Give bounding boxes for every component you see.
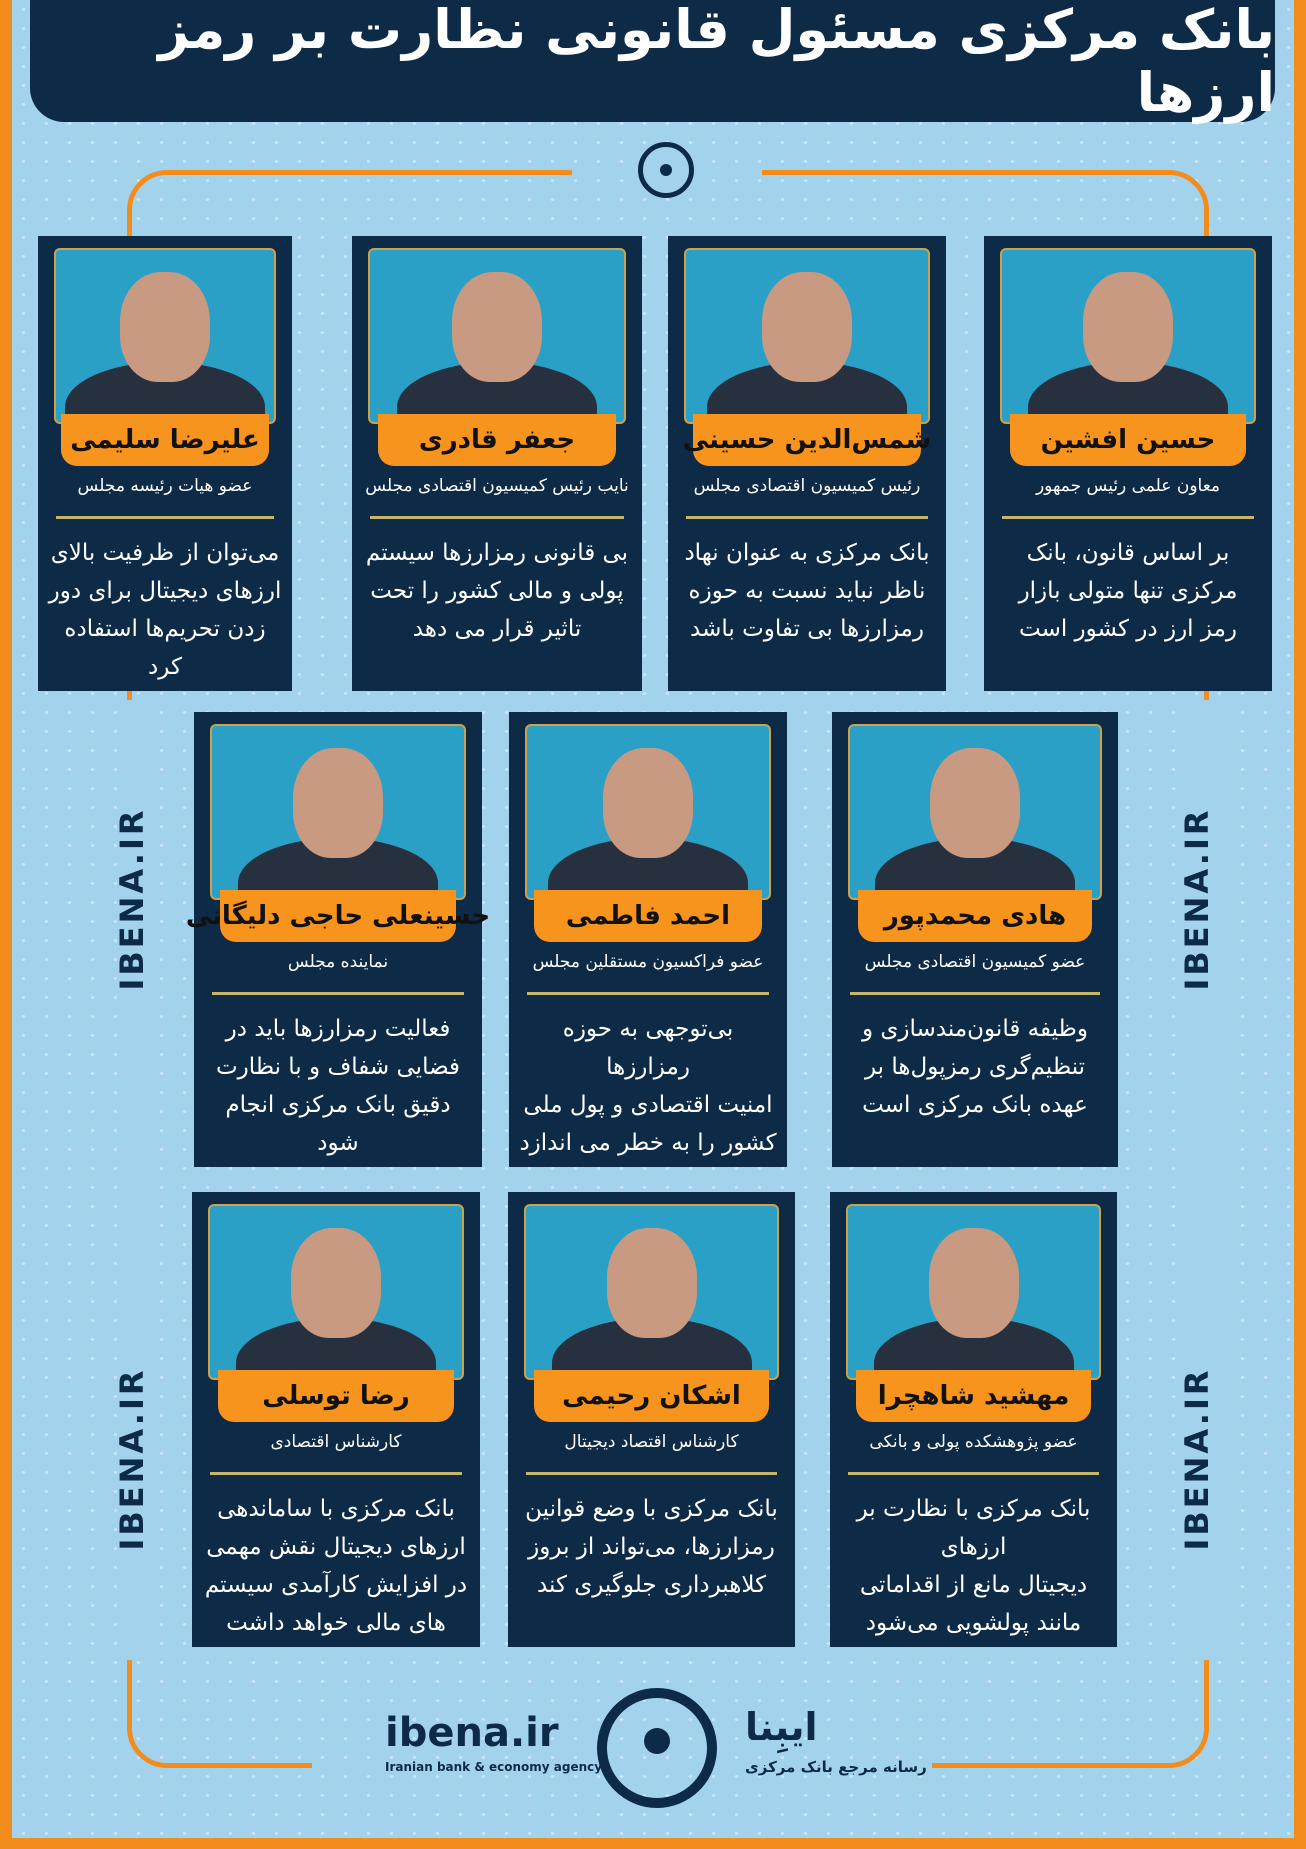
quote-line: دقیق بانک مرکزی انجام شود bbox=[225, 1092, 451, 1156]
person-card bbox=[38, 236, 292, 691]
divider bbox=[848, 1472, 1099, 1475]
divider bbox=[850, 992, 1100, 995]
divider bbox=[370, 516, 624, 519]
person-role: کارشناس اقتصاد دیجیتال bbox=[564, 1432, 739, 1452]
quote-line: های مالی خواهد داشت bbox=[226, 1610, 446, 1636]
quote-line: تنظیم‌گری رمزپول‌ها بر bbox=[864, 1054, 1086, 1080]
quote-line: مرکزی تنها متولی بازار bbox=[1018, 578, 1238, 604]
footer-site: ibena.ir bbox=[385, 1710, 559, 1756]
quote-line: بر اساس قانون، بانک bbox=[1026, 540, 1230, 566]
person-silhouette-head bbox=[762, 272, 852, 382]
person-name: علیرضا سلیمی bbox=[61, 414, 269, 466]
person-name: هادی محمدپور bbox=[858, 890, 1093, 942]
person-card bbox=[832, 712, 1118, 1167]
quote-line: بانک مرکزی با نظارت بر ارزهای bbox=[856, 1496, 1091, 1560]
person-role: معاون علمی رئیس جمهور bbox=[1035, 476, 1221, 496]
person-card bbox=[508, 1192, 795, 1647]
quote-line: فعالیت رمزارزها باید در bbox=[225, 1016, 451, 1042]
quote-line: ارزهای دیجیتال برای دور bbox=[48, 578, 282, 604]
person-photo bbox=[846, 1204, 1101, 1380]
person-card bbox=[668, 236, 946, 691]
person-card bbox=[509, 712, 787, 1167]
watermark-right-2: IBENA.IR bbox=[1178, 1367, 1216, 1551]
divider bbox=[526, 1472, 777, 1475]
person-role: نایب رئیس کمیسیون اقتصادی مجلس bbox=[365, 476, 629, 496]
quote-line: کشور را به خطر می اندازد bbox=[519, 1130, 777, 1156]
person-quote bbox=[519, 1010, 777, 1162]
person-quote bbox=[678, 534, 936, 648]
person-card bbox=[192, 1192, 480, 1647]
person-name: جعفر قادری bbox=[378, 414, 616, 466]
footer-brand-fa: ایبِنا bbox=[745, 1705, 818, 1749]
quote-line: کلاهبرداری جلوگیری کند bbox=[536, 1572, 767, 1598]
watermark-left-2: IBENA.IR bbox=[113, 1367, 151, 1551]
quote-line: بانک مرکزی با وضع قوانین bbox=[525, 1496, 778, 1522]
quote-line: در افزایش کارآمدی سیستم bbox=[204, 1572, 468, 1598]
person-role: عضو هیات رئیسه مجلس bbox=[77, 476, 253, 496]
person-name: حسینعلی حاجی دلیگانی bbox=[220, 890, 456, 942]
person-role: عضو کمیسیون اقتصادی مجلس bbox=[864, 952, 1086, 972]
person-quote bbox=[842, 1010, 1108, 1124]
person-photo bbox=[210, 724, 466, 900]
person-name: اشکان رحیمی bbox=[534, 1370, 769, 1422]
watermark-right-1: IBENA.IR bbox=[1178, 807, 1216, 991]
divider bbox=[212, 992, 464, 995]
quote-line: رمزارزها، می‌تواند از بروز bbox=[528, 1534, 775, 1560]
quote-line: دیجیتال مانع از اقداماتی bbox=[859, 1572, 1088, 1598]
divider bbox=[56, 516, 274, 519]
person-quote bbox=[48, 534, 282, 686]
person-silhouette-head bbox=[452, 272, 542, 382]
quote-line: بانک مرکزی به عنوان نهاد bbox=[684, 540, 930, 566]
page-title: بانک مرکزی مسئول قانونی نظارت بر رمز ارزها bbox=[30, 0, 1275, 122]
quote-line: پولی و مالی کشور را تحت bbox=[370, 578, 624, 604]
person-photo bbox=[524, 1204, 779, 1380]
divider bbox=[527, 992, 769, 995]
ibena-broadcast-logo-icon bbox=[597, 1688, 717, 1808]
person-photo bbox=[1000, 248, 1256, 424]
person-name: حسین افشین bbox=[1010, 414, 1246, 466]
watermark-left-1: IBENA.IR bbox=[113, 807, 151, 991]
person-silhouette-head bbox=[930, 748, 1020, 858]
person-name: رضا توسلی bbox=[218, 1370, 454, 1422]
person-photo bbox=[684, 248, 930, 424]
person-silhouette-head bbox=[929, 1228, 1019, 1338]
quote-line: وظیفه قانون‌مندسازی و bbox=[862, 1016, 1088, 1042]
person-photo bbox=[848, 724, 1102, 900]
quote-line: ارزهای دیجیتال نقش مهمی bbox=[206, 1534, 466, 1560]
divider bbox=[1002, 516, 1254, 519]
quote-line: رمزارزها بی تفاوت باشد bbox=[690, 616, 924, 642]
quote-line: رمز ارز در کشور است bbox=[1018, 616, 1238, 642]
person-name: مهشید شاهچرا bbox=[856, 1370, 1091, 1422]
quote-line: زدن تحریم‌ها استفاده کرد bbox=[64, 616, 266, 680]
person-silhouette-head bbox=[1083, 272, 1173, 382]
quote-line: بانک مرکزی با ساماندهی bbox=[217, 1496, 455, 1522]
person-quote bbox=[518, 1490, 785, 1604]
person-quote bbox=[840, 1490, 1107, 1642]
person-silhouette-head bbox=[291, 1228, 381, 1338]
person-quote bbox=[362, 534, 632, 648]
person-card bbox=[185, 712, 491, 1167]
person-name: احمد فاطمی bbox=[534, 890, 762, 942]
person-role: کارشناس اقتصادی bbox=[270, 1432, 402, 1452]
footer-tagline: Iranian bank & economy agency bbox=[385, 1760, 603, 1774]
person-name: شمس‌الدین حسینی bbox=[693, 414, 921, 466]
person-photo bbox=[208, 1204, 464, 1380]
person-photo bbox=[368, 248, 626, 424]
person-role: رئیس کمیسیون اقتصادی مجلس bbox=[693, 476, 921, 496]
person-quote bbox=[204, 1010, 472, 1162]
person-role: نماینده مجلس bbox=[287, 952, 389, 972]
person-card bbox=[984, 236, 1272, 691]
person-silhouette-head bbox=[603, 748, 693, 858]
ibena-logo-icon bbox=[638, 142, 694, 198]
quote-line: فضایی شفاف و با نظارت bbox=[215, 1054, 461, 1080]
person-card bbox=[830, 1192, 1117, 1647]
quote-line: بی‌توجهی به حوزه رمزارزها bbox=[562, 1016, 734, 1080]
person-photo bbox=[54, 248, 276, 424]
person-silhouette-head bbox=[607, 1228, 697, 1338]
quote-line: می‌توان از ظرفیت بالای bbox=[50, 540, 280, 566]
person-role: عضو فراکسیون مستقلین مجلس bbox=[532, 952, 764, 972]
quote-line: امنیت اقتصادی و پول ملی bbox=[523, 1092, 773, 1118]
person-card bbox=[352, 236, 642, 691]
quote-line: بی قانونی رمزارزها سیستم bbox=[365, 540, 629, 566]
divider bbox=[210, 1472, 462, 1475]
quote-line: عهده بانک مرکزی است bbox=[862, 1092, 1088, 1118]
quote-line: تاثیر قرار می دهد bbox=[412, 616, 582, 642]
quote-line: مانند پولشویی می‌شود bbox=[865, 1610, 1082, 1636]
quote-line: ناظر نباید نسبت به حوزه bbox=[688, 578, 926, 604]
person-quote bbox=[202, 1490, 470, 1642]
footer-brand-fa-tagline: رسانه مرجع بانک مرکزی bbox=[745, 1758, 927, 1776]
person-photo bbox=[525, 724, 771, 900]
person-silhouette-head bbox=[293, 748, 383, 858]
divider bbox=[686, 516, 928, 519]
person-silhouette-head bbox=[120, 272, 210, 382]
person-role: عضو پژوهشکده پولی و بانکی bbox=[869, 1432, 1078, 1452]
person-quote bbox=[994, 534, 1262, 648]
